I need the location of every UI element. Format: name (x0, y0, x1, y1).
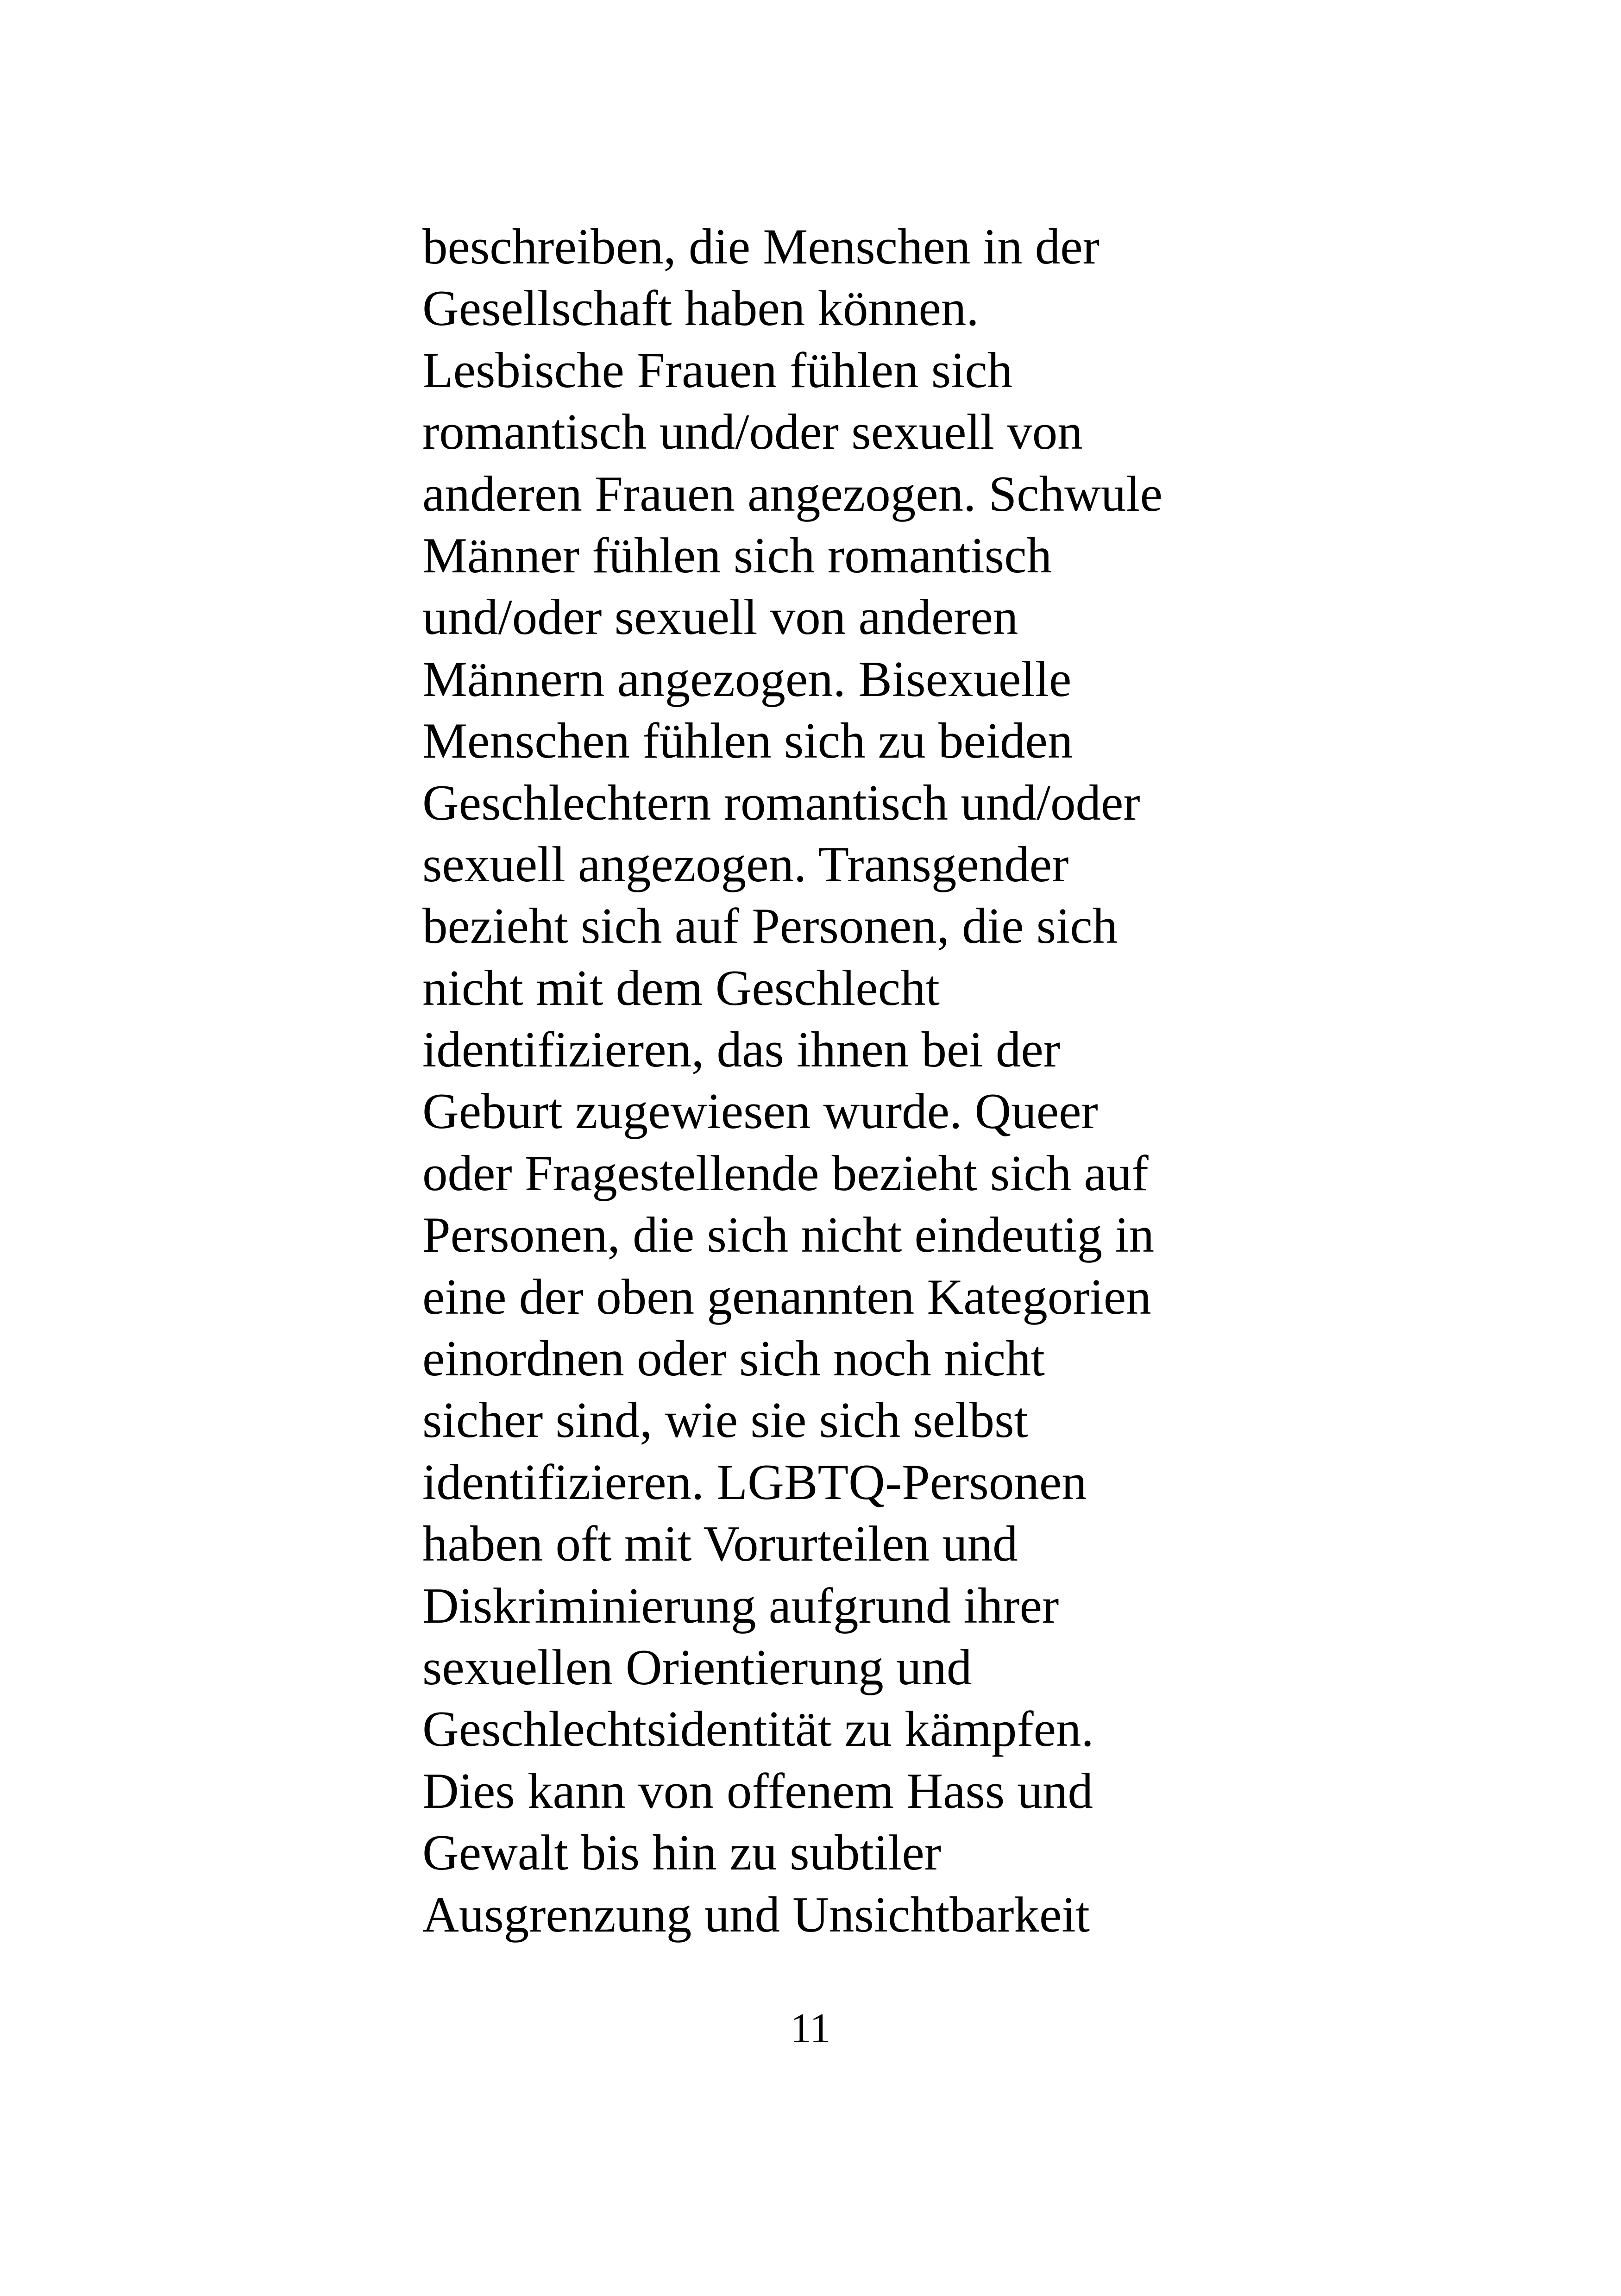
text-line: sexuellen Orientierung und (422, 1639, 972, 1695)
text-line: oder Fragestellende bezieht sich auf (422, 1145, 1149, 1201)
text-line: identifizieren, das ihnen bei der (422, 1022, 1061, 1078)
text-line: identifizieren. LGBTQ-Personen (422, 1454, 1087, 1510)
text-line: und/oder sexuell von anderen (422, 589, 1018, 646)
text-line: Gewalt bis hin zu subtiler (422, 1825, 942, 1881)
text-line: anderen Frauen angezogen. Schwule (422, 465, 1163, 522)
text-line: Geschlechtsidentität zu kämpfen. (422, 1701, 1094, 1757)
text-line: eine der oben genannten Kategorien (422, 1268, 1151, 1325)
text-line: sicher sind, wie sie sich selbst (422, 1392, 1028, 1449)
text-line: beschreiben, die Menschen in der (422, 219, 1100, 275)
text-line: haben oft mit Vorurteilen und (422, 1516, 1018, 1572)
page-number: 11 (790, 2005, 831, 2051)
text-line: Lesbische Frauen fühlen sich (422, 342, 1013, 398)
text-line: bezieht sich auf Personen, die sich (422, 898, 1118, 954)
text-line: romantisch und/oder sexuell von (422, 404, 1083, 460)
text-line: Diskriminierung aufgrund ihrer (422, 1577, 1059, 1634)
text-line: nicht mit dem Geschlecht (422, 960, 940, 1016)
text-line: Männern angezogen. Bisexuelle (422, 651, 1072, 707)
text-line: Ausgrenzung und Unsichtbarkeit (422, 1886, 1090, 1943)
text-line: Geburt zugewiesen wurde. Queer (422, 1083, 1098, 1140)
text-line: sexuell angezogen. Transgender (422, 836, 1069, 892)
text-line: einordnen oder sich noch nicht (422, 1330, 1045, 1387)
text-line: Personen, die sich nicht eindeutig in (422, 1207, 1155, 1263)
text-line: Menschen fühlen sich zu beiden (422, 713, 1073, 769)
body-text (422, 216, 1302, 1945)
text-line: Dies kann von offenem Hass und (422, 1763, 1093, 1819)
text-line: Geschlechtern romantisch und/oder (422, 774, 1140, 831)
text-line: Männer fühlen sich romantisch (422, 527, 1052, 583)
text-line: Gesellschaft haben können. (422, 280, 979, 337)
